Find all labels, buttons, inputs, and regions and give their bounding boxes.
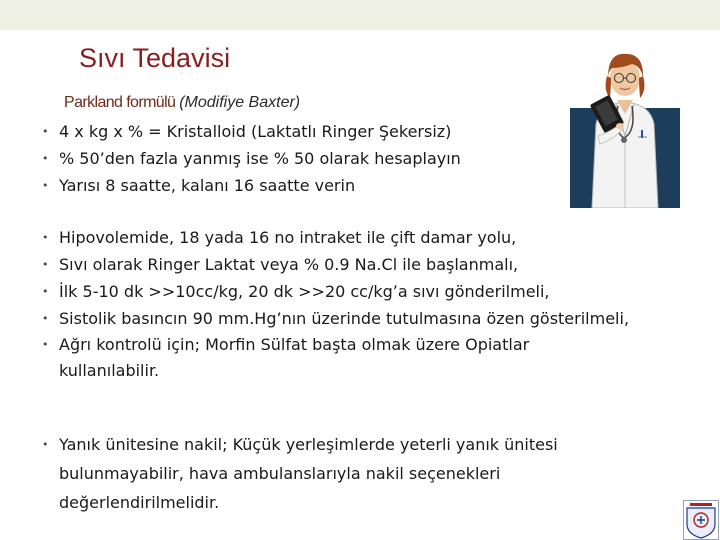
list-item: • Sistolik basıncın 90 mm.Hg’nın üzerinde tutulmasına özen gösterilmeli, — [42, 305, 629, 332]
list-item: • Yarısı 8 saatte, kalanı 16 saatte verin — [42, 172, 461, 199]
slide-title: Sıvı Tedavisi — [79, 43, 231, 73]
doctor-illustration — [570, 40, 680, 208]
subtitle-formula-name: Parkland formülü — [64, 94, 180, 111]
subtitle — [64, 94, 300, 112]
list-item: • Yanık ünitesine nakil; Küçük yerleşimlerde yeterli yanık ünitesi bulunmayabilir, hava ambulanslarıyla nakil seçenekleri değerlendirilmelidir. — [42, 430, 639, 517]
list-item: • Ağrı kontrolü için; Morfin Sülfat başta olmak üzere Opiatlar kullanılabilir. — [42, 332, 619, 384]
list-item: • Hipovolemide, 18 yada 16 no intraket ile çift damar yolu, — [42, 224, 629, 251]
formula-list — [42, 118, 461, 199]
list-item: • % 50’den fazla yanmış ise % 50 olarak hesaplayın — [42, 145, 461, 172]
top-band — [0, 0, 720, 30]
list-item: • Sıvı olarak Ringer Laktat veya % 0.9 Na.Cl ile başlanmalı, — [42, 251, 629, 278]
treatment-list — [42, 224, 629, 384]
list-item: • İlk 5-10 dk >>10cc/kg, 20 dk >>20 cc/kg’a sıvı gönderilmeli, — [42, 278, 629, 305]
subtitle-formula-variant: (Modifiye Baxter) — [179, 94, 301, 111]
transfer-list — [42, 430, 639, 517]
list-item: • 4 x kg x % = Kristalloid (Laktatlı Ringer Şekersiz) — [42, 118, 461, 145]
institution-logo — [683, 500, 719, 540]
